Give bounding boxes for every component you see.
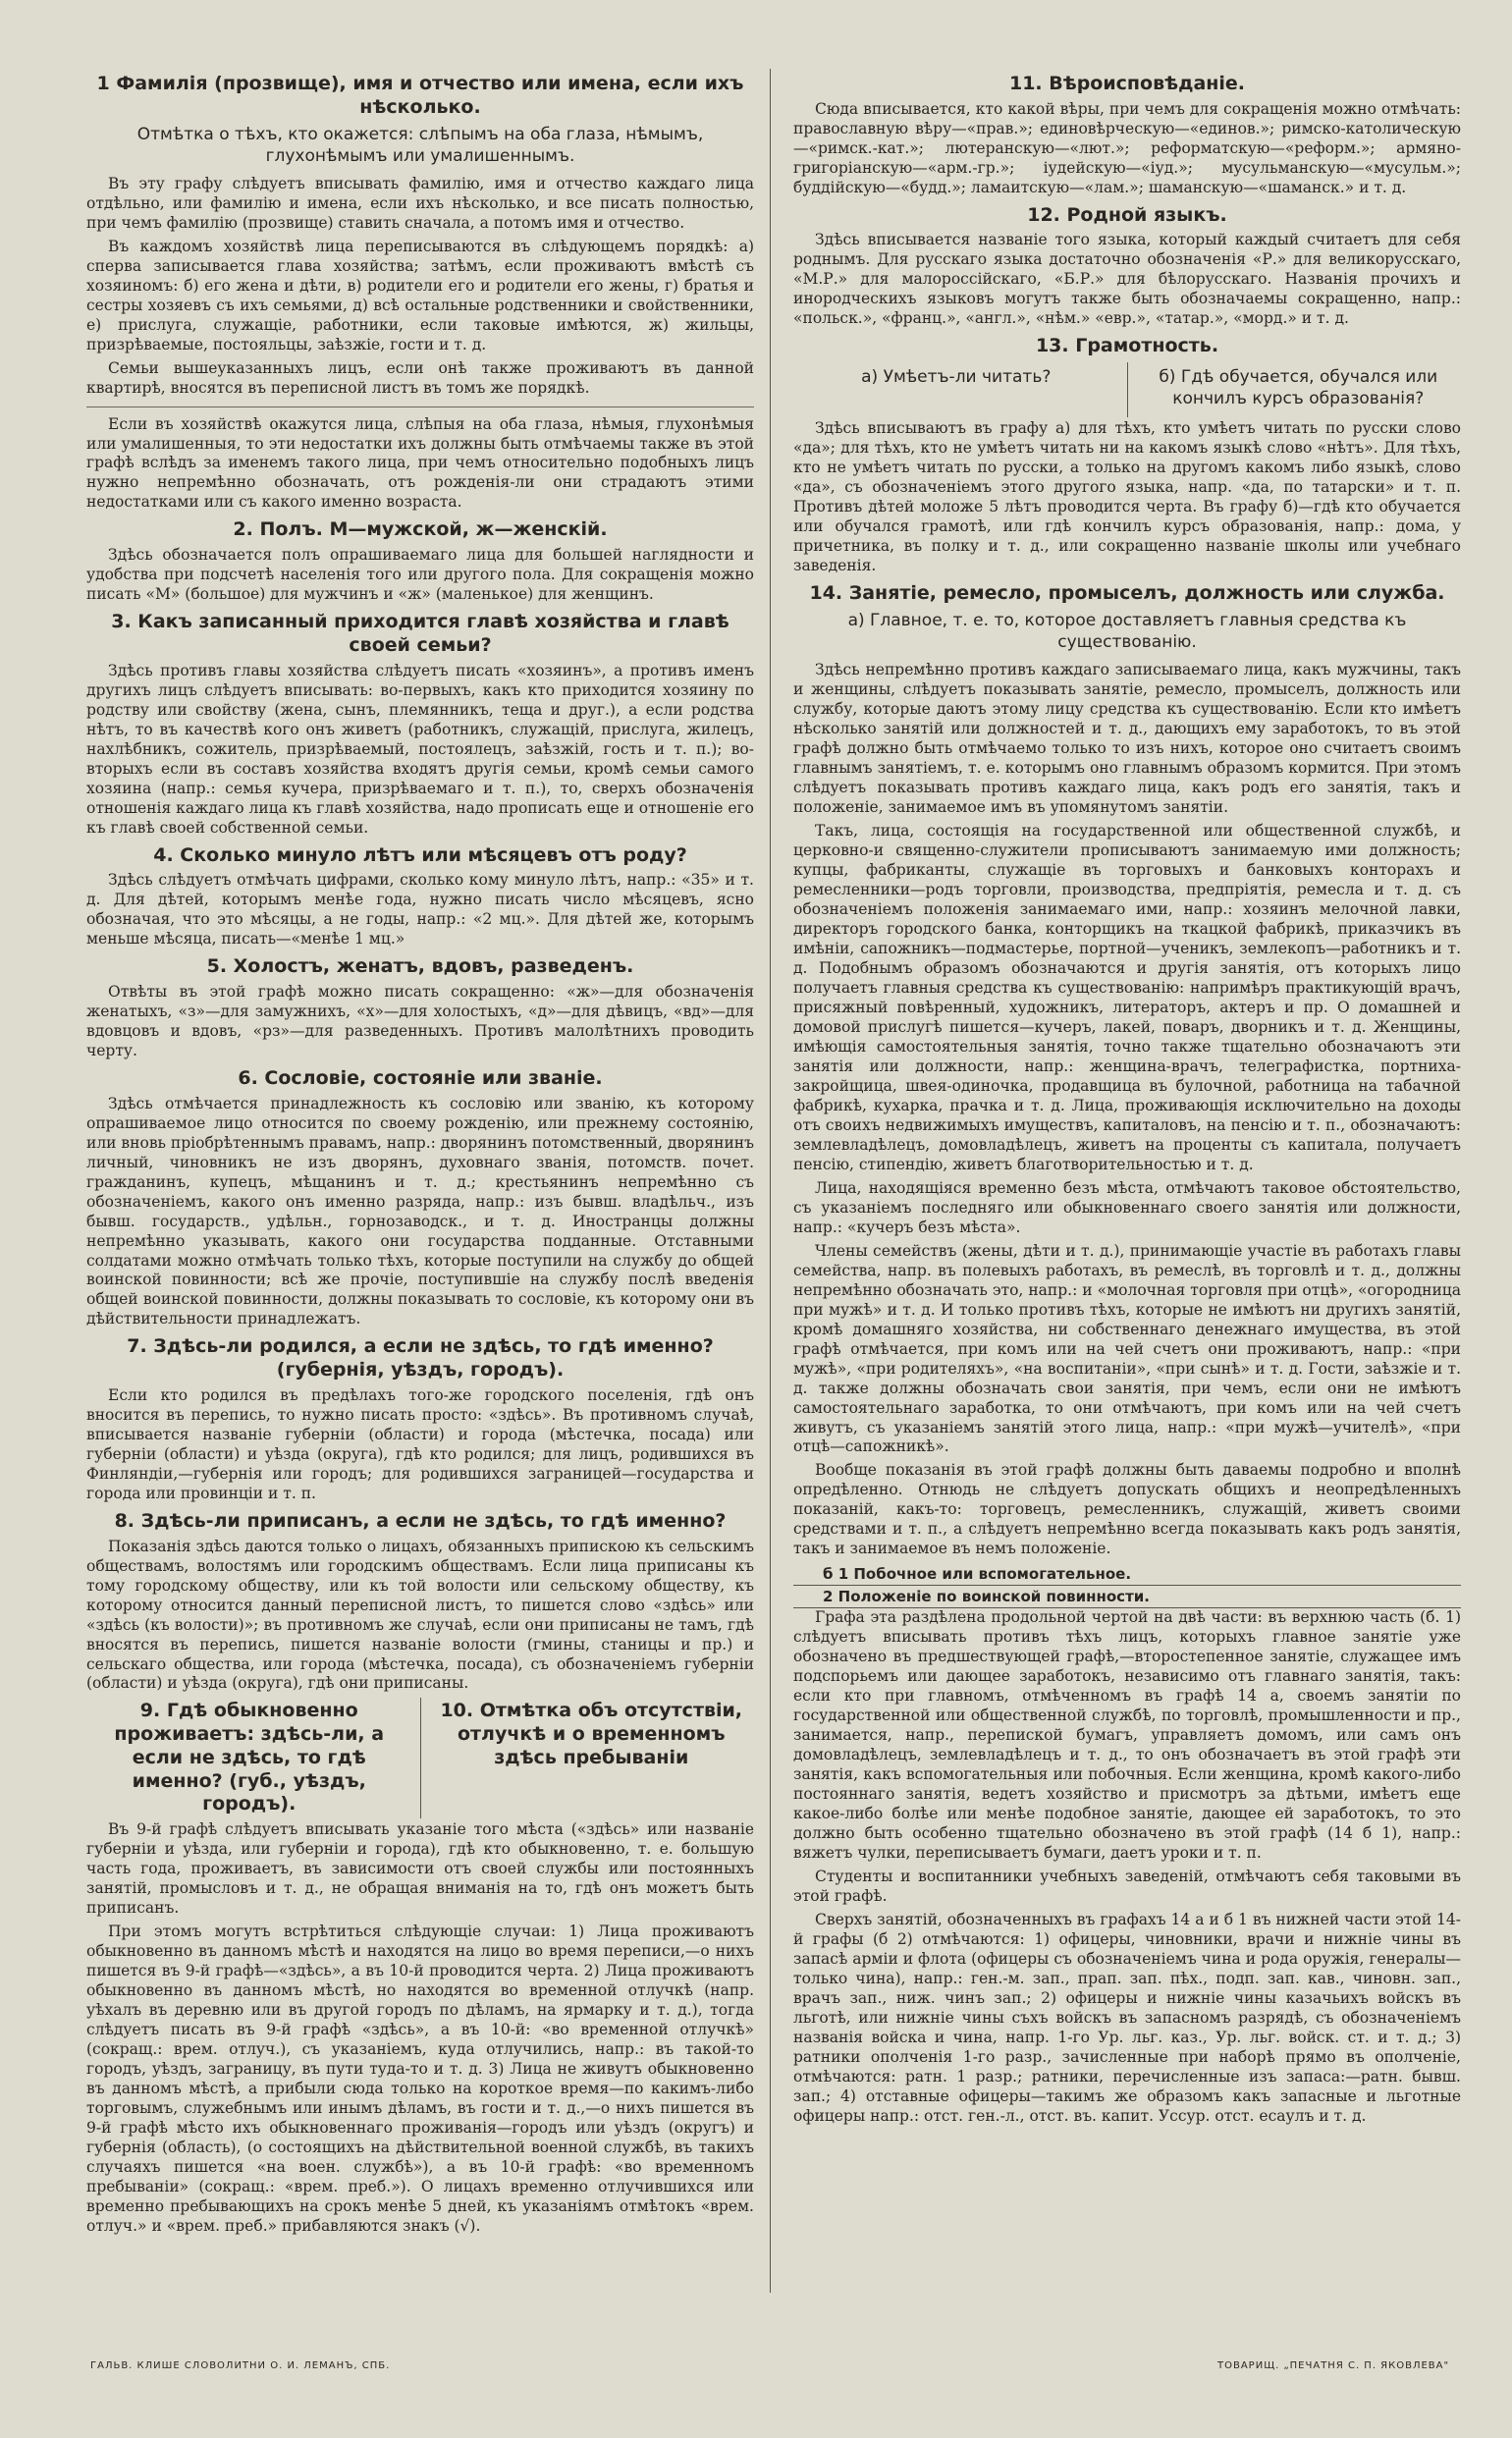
printer-imprint-right: ТОВАРИЩ. „ПЕЧАТНЯ С. П. ЯКОВЛЕВА" [1217,2360,1450,2371]
section-7-heading: 7. Здѣсь-ли родился, а если не здѣсь, то гдѣ именно? (губернія, уѣздъ, городъ). [127,1335,714,1382]
section-13-heading: 13. Грамотность. [1035,335,1219,357]
section-1-paragraph: Если въ хозяйствѣ окажутся лица, слѣпыя на оба глаза, нѣмыя, глухонѣмыя или умалишенныя, то эти недостатки ихъ должны быть отмѣчаемы также въ этой графѣ вслѣдъ за именемъ такого лица, при чемъ относительно подобныхъ лицъ нужно непремѣнно обозначать, отъ рожденія-ли они страдаютъ этими недостатками или съ какого именно возраста. [86,414,754,512]
section-14b-paragraph: Студенты и воспитанники учебныхъ заведеній, отмѣчаютъ себя таковыми въ этой графѣ. [793,1868,1461,1906]
section-9-10-header [86,1698,754,1818]
separator-rule [86,406,754,407]
section-1-paragraph: Въ эту графу слѣдуетъ вписывать фамилію, имя и отчество каждаго лица отдѣльно, или фамилію и имена, если ихъ нѣсколько, и все писать полностью, при чемъ фамилію (прозвище) ставить сначала, а потомъ имя и отчество. [86,174,754,232]
section-5-paragraph: Отвѣты въ этой графѣ можно писать сокращенно: «ж»—для обозначенія женатыхъ, «з»—для замужнихъ, «х»—для холостыхъ, «д»—для дѣвицъ, «вд»—для вдовцовъ и вдовъ, «рз»—для разведенныхъ. Противъ малолѣтнихъ проводить черту. [86,982,754,1059]
section-14b2-heading: 2 Положеніе по воинской повинности. [793,1586,1461,1608]
section-9-paragraph: Въ 9-й графѣ слѣдуетъ вписывать указаніе того мѣста («здѣсь» или названіе губерніи и уѣзда, или губерніи и города), гдѣ кто обыкновенно, т. е. большую часть года, проживаетъ, въ зависимости отъ своей службы или постоянныхъ занятій, промысловъ и т. д., не обращая вниманія на то, гдѣ онъ можетъ быть приписанъ. [86,1820,754,1918]
section-6-paragraph: Здѣсь отмѣчается принадлежность къ сословію или званію, къ которому опрашиваемое лицо относится по своему рожденію, или прежнему состоянію, или вновь пріобрѣтеннымъ правамъ, напр.: дворянинъ потомственный, дворянинъ личный, чиновникъ не изъ дворянъ, духовнаго званія, потомств. почет. гражданинъ, купецъ, мѣщанинъ и т. д.; крестьянинъ непремѣнно съ обозначеніемъ, какого онъ именно разряда, напр.: изъ бывш. владѣльч., изъ бывш. государств., удѣльн., горнозаводск., и т. д. Иностранцы должны непремѣнно указывать, какого они государства подданные. Отставными солдатами можно отмѣчать только тѣхъ, которые поступили на службу до общей воинской повинности; всѣ же прочіе, поступившіе на службу послѣ введенія общей воинской повинности, должны показывать то сословіе, къ которому они въ дѣйствительности принадлежатъ. [86,1094,754,1328]
section-9-heading: 9. Гдѣ обыкновенно проживаетъ: здѣсь-ли, а если не здѣсь, то гдѣ именно? (губ., уѣздъ, городъ). [114,1700,385,1815]
section-9-paragraph: При этомъ могутъ встрѣтиться слѣдующіе случаи: 1) Лица проживаютъ обыкновенно въ данномъ мѣстѣ и находятся на лицо во время переписи,—о нихъ пишется въ 9-й графѣ—«здѣсь», а въ 10-й проводится черта. 2) Лица проживаютъ обыкновенно въ данномъ мѣстѣ, но находятся во временной отлучкѣ (напр. уѣхалъ въ деревню или въ другой городъ по дѣламъ, на ярмарку и т. д.), тогда слѣдуетъ писать въ 9-й графѣ «здѣсь», а въ 10-й: «во временной отлучкѣ» (сокращ.: врем. отлуч.), съ указаніемъ, куда отлучились, напр.: въ такой-то городъ, уѣздъ, заграницу, въ пути туда-то и т. д. 3) Лица не живутъ обыкновенно въ данномъ мѣстѣ, а прибыли сюда только на короткое время—по какимъ-либо торговымъ, служебнымъ или инымъ дѣламъ, въ гости и т. д.,—о нихъ пишется въ 9-й графѣ мѣсто ихъ обыкновеннаго проживанія—городъ или уѣздъ (округъ) и губернія (область), (о состоящихъ на дѣйствительной военной службѣ, въ такихъ случаяхъ пишется «на воен. службѣ»), а въ 10-й графѣ: «во временномъ пребываніи» (сокращ.: «врем. преб.»). О лицахъ временно отлучившихся или временно пребывающихъ на срокъ менѣе 5 дней, къ указаніямъ отмѣтокъ «врем. отлуч.» и «врем. преб.» прибавляются знакъ (√). [86,1923,754,2235]
printer-imprint-left: ГАЛЬВ. КЛИШЕ СЛОВОЛИТНИ О. И. ЛЕМАНЪ, СПБ. [90,2360,391,2371]
right-column [793,67,1461,2131]
section-3-paragraph: Здѣсь противъ главы хозяйства слѣдуетъ писать «хозяинъ», а противъ именъ другихъ лицъ слѣдуетъ вписывать: во-первыхъ, какъ кто приходится хозяину по родству или свойству (жена, сынъ, племянникъ, теща и друг.), а если родства нѣтъ, то въ качествѣ кого онъ живетъ (работникъ, служащій, прислуга, жилецъ, нахлѣбникъ, сожитель, призрѣваемый, постоялецъ, заѣзжій, гость и т. п.); во-вторыхъ если въ составъ хозяйства входятъ другія семьи, кромѣ семьи самого хозяина (напр.: семья кучера, призрѣваемаго и т. п.), то, сверхъ обозначенія отношенія каждаго лица къ главѣ хозяйства, надо прописать еще и отношеніе его къ главѣ своей собственной семьи. [86,661,754,837]
section-14a-heading: а) Главное, т. е. то, которое доставляетъ главныя средства къ существованію. [847,610,1407,652]
section-2-paragraph: Здѣсь обозначается полъ опрашиваемаго лица для большей наглядности и удобства при подсчетѣ населенія того или другого пола. Для сокращенія можно писать «М» (большое) для мужчинъ и «ж» (маленькое) для женщинъ. [86,546,754,604]
section-2-heading: 2. Полъ. М—мужской, ж—женскій. [233,518,608,541]
section-13-paragraph: Здѣсь вписываютъ въ графу а) для тѣхъ, кто умѣетъ читать по русски слово «да»; для тѣхъ, кто не умѣетъ читать ни на какомъ языкѣ слово «нѣтъ». Для тѣхъ, кто не умѣетъ читать по русски, а только на другомъ какомъ либо языкѣ, слово «да», съ обозначеніемъ этого другого языка, напр. «да, по татарски» и т. п. Противъ дѣтей моложе 5 лѣтъ проводится черта. Въ графу б)—гдѣ кто обучается или обучался грамотѣ, или гдѣ кончилъ курсъ образованія, напр.: дома, у причетника, въ полку и т. д., или сокращенно названіе школы или учебнаго заведенія. [793,419,1461,575]
left-column [86,67,754,2241]
section-13-subheaders [793,362,1461,417]
section-6-heading: 6. Сословіе, состояніе или званіе. [238,1066,603,1089]
section-13b-heading: б) Гдѣ обучается, обучался или кончилъ курсъ образованія? [1159,367,1438,409]
section-12-heading: 12. Родной языкъ. [1027,203,1227,226]
section-14-paragraph: Такъ, лица, состоящія на государственной или общественной службѣ, и церковно-и священно-служители прописываютъ занимаемую ими должность; купцы, фабриканты, служащіе въ торговыхъ и банковыхъ конторахъ и ремесленники—родъ торговли, производства, предпріятія, ремесла и т. д. съ обозначеніемъ положенія занимаемаго ими, напр.: хозяинъ мелочной лавки, директоръ городского банка, конторщикъ на ткацкой фабрикѣ, приказчикъ въ имѣніи, сапожникъ—подмастерье, портной—ученикъ, землекопъ—работникъ и т. д. Подобнымъ образомъ обозначаются и другія занятія, отъ которыхъ лицо получаетъ главныя средства къ существованію: напримѣръ практикующій врачъ, присяжный повѣренный, художникъ, литераторъ, актеръ и пр. О домашней и домовой прислугѣ пишется—кучеръ, лакей, поваръ, дворникъ и т. д. Женщины, имѣющія самостоятельныя занятія, точно также тщательно обозначаютъ эти занятія или должности, напр.: женщина-врачъ, телеграфистка, портниха-закройщица, швея-одиночка, продавщица въ булочной, работница на табачной фабрикѣ, кухарка, прачка и т. д. Лица, проживающія исключительно на доходы отъ своихъ недвижимыхъ имуществъ, капиталовъ, на пенсію и т. п., обозначаютъ: землевладѣлецъ, домовладѣлецъ, живетъ на проценты съ капитала, получаетъ пенсію, стипендію, живетъ благотворительностью и т. д. [793,821,1461,1173]
section-4-heading: 4. Сколько минуло лѣтъ или мѣсяцевъ отъ роду? [153,843,687,866]
section-1-paragraph: Семьи вышеуказанныхъ лицъ, если онѣ также проживаютъ въ данной квартирѣ, вносятся въ переписной листъ въ томъ же порядкѣ. [86,358,754,397]
section-1-heading: 1 Фамилія (прозвище), имя и отчество или имена, если ихъ нѣсколько. [96,73,744,118]
section-14-paragraph: Здѣсь непремѣнно противъ каждаго записываемаго лица, какъ мужчины, такъ и женщины, слѣдуетъ показывать занятіе, ремесло, промыселъ, должность или службу, которые даютъ этому лицу средства къ существованію. Если кто имѣетъ нѣсколько занятій или должностей и т. д., дающихъ ему заработокъ, то въ этой графѣ должно быть отмѣчаемо только то изъ нихъ, которое оно считаетъ своимъ главнымъ занятіемъ, т. е. которымъ оно главнымъ образомъ кормится. При этомъ слѣдуетъ показывать противъ каждаго лица, какъ родъ его занятія, такъ и положеніе, занимаемое имъ въ упомянутомъ занятіи. [793,661,1461,816]
section-14-paragraph: Вообще показанія въ этой графѣ должны быть даваемы подробно и вполнѣ опредѣленно. Отнюдь не слѣдуетъ допускать общихъ и неопредѣленныхъ показаній, какъ-то: торговецъ, ремесленникъ, служащій, живетъ своими средствами и т. п., а слѣдуетъ непремѣнно всегда показывать какъ родъ занятія, такъ и занимаемое въ немъ положеніе. [793,1461,1461,1558]
section-12-paragraph: Здѣсь вписывается названіе того языка, который каждый считаетъ для себя роднымъ. Для русскаго языка достаточно обозначенія «Р.» для великорусскаго, «М.Р.» для малороссійскаго, «Б.Р.» для бѣлорусскаго. Названія прочихъ и инородческихъ языковъ могутъ также быть обозначаемы сокращенно, напр.: «польск.», «франц.», «англ.», «нѣм.» «евр.», «татар.», «морд.» и т. д. [793,231,1461,328]
section-14b1-heading: б 1 Побочное или вспомогательное. [793,1563,1461,1586]
section-14b-paragraph: Сверхъ занятій, обозначенныхъ въ графахъ 14 а и б 1 въ нижней части этой 14-й графы (б 2) отмѣчаются: 1) офицеры, чиновники, врачи и нижніе чины въ запасѣ арміи и флота (офицеры съ обозначеніемъ чина и рода оружія, генералы—только чина), напр.: ген.-м. зап., прап. зап. пѣх., подп. зап. кав., чиновн. зап., врачъ зап., ниж. чинъ зап.; 2) офицеры и нижніе чины казачьихъ войскъ въ льготѣ, или нижніе чины съхъ войскъ въ запасномъ разрядѣ, съ обозначеніемъ названія войска и чина, напр. 1-го Ур. льг. каз., Ур. льг. войск. ст. и т. д.; 3) ратники ополченія 1-го разр., зачисленные при наборѣ прямо въ ополченіе, отмѣчаются: ратн. 1 разр.; ратники, перечисленные изъ запаса:—ратн. бывш. зап.; 4) отставные офицеры—такимъ же образомъ какъ запасные и льготные офицеры напр.: отст. ген.-л., отст. въ. капит. Уссур. отст. есаулъ и т. д. [793,1911,1461,2125]
section-11-heading: 11. Вѣроисповѣданіе. [1008,73,1246,94]
section-8-paragraph: Показанія здѣсь даются только о лицахъ, обязанныхъ припискою къ сельскимъ обществамъ, волостямъ или городскимъ обществамъ. Если лица приписаны къ тому городскому обществу, или къ той волости или сельскому обществу, къ которому относится данный переписной листъ, то пишется слово «здѣсь» или «здѣсь (къ волости)»; въ противномъ же случаѣ, если они приписаны не тамъ, гдѣ вносятся въ перепись, пишется названіе волости (гмины, станицы и пр.) и сельскаго общества, или города (мѣстечка, посада), съ обозначеніемъ губерніи (области) и уѣзда (округа), гдѣ они приписаны. [86,1537,754,1693]
section-1-paragraph: Въ каждомъ хозяйствѣ лица переписываются въ слѣдующемъ порядкѣ: а) сперва записывается глава хозяйства; затѣмъ, если проживаютъ вмѣстѣ съ хозяиномъ: б) его жена и дѣти, в) родители его и родители его жены, г) братья и сестры хозяевъ съ ихъ семьями, д) всѣ остальные родственники и свойственники, е) прислуга, служащіе, работники, если таковые имѣются, ж) жильцы, призрѣваемые, постояльцы, заѣзжіе, гости и т. д. [86,237,754,353]
section-5-heading: 5. Холостъ, женатъ, вдовъ, разведенъ. [206,955,634,978]
column-divider [770,69,771,2293]
section-14-paragraph: Члены семействъ (жены, дѣти и т. д.), принимающіе участіе въ работахъ главы семейства, напр. въ полевыхъ работахъ, въ ремеслѣ, въ торговлѣ и т. д., должны непремѣнно обозначать это, напр.: и «молочная торговля при отцѣ», «огородница при мужѣ» и т. д. И только противъ тѣхъ, которые не имѣютъ ни другихъ занятій, кромѣ домашняго хозяйства, ни собственнаго денежнаго имущества, въ этой графѣ отмѣчается, при комъ или на чей счетъ они проживаютъ, напр.: «при мужѣ», «при родителяхъ», «на воспитаніи», «при сынѣ» и т. д. Гости, заѣзжіе и т. д. также должны обозначать свои занятія, при чемъ, если они не имѣютъ самостоятельнаго заработка, то они отмѣчаютъ, при комъ или на чей счетъ живутъ, съ указаніемъ занятій этого лица, напр.: «при мужѣ—учителѣ», «при отцѣ—сапожникѣ». [793,1241,1461,1456]
section-3-heading: 3. Какъ записанный приходится главѣ хозяйства и главѣ своей семьи? [111,611,729,656]
section-8-heading: 8. Здѣсь-ли приписанъ, а если не здѣсь, то гдѣ именно? [114,1509,727,1532]
section-14b-paragraph: Графа эта раздѣлена продольной чертой на двѣ части: въ верхнюю часть (б. 1) слѣдуетъ вписывать противъ тѣхъ лицъ, которыхъ главное занятіе уже обозначено въ предшествующей графѣ,—второстепенное занятіе, служащее имъ подспорьемъ или дающее заработокъ, независимо отъ главнаго занятія, такъ: если кто при главномъ, отмѣченномъ въ графѣ 14 а, своемъ занятіи по государственной или общественной службѣ, по торговлѣ, промышленности и пр., занимается, напр., перепиской бумагъ, управляетъ домомъ, или самъ онъ домовладѣлецъ, землевладѣлецъ и т. д., то онъ обозначаетъ въ этой графѣ эти занятія, какъ вспомогательныя или побочныя. Если женщина, кромѣ какого-либо постояннаго занятія, ведетъ хозяйство и присмотръ за дѣтьми, имѣетъ еще какое-либо болѣе или менѣе подобное занятіе, дающее ей заработокъ, то это должно быть особенно тщательно обозначено въ этой графѣ (14 б 1), напр.: вяжетъ чулки, переписываетъ бумаги, даетъ уроки и т. п. [793,1608,1461,1863]
section-7-paragraph: Если кто родился въ предѣлахъ того-же городского поселенія, гдѣ онъ вносится въ перепись, то нужно писать просто: «здѣсь». Въ противномъ случаѣ, вписывается названіе губерніи (области) и города (мѣстечка, посада) или губерніи (области) и уѣзда (округа), гдѣ кто родился; для лицъ, родившихся въ Финляндіи,—губернія или городъ; для родившихся заграницей—государства и города или провинціи и т. п. [86,1385,754,1502]
section-11-paragraph: Сюда вписывается, кто какой вѣры, при чемъ для сокращенія можно отмѣчать: православную вѣру—«прав.»; единовѣрческую—«единов.»; римско-католическую—«римск.-кат.»; лютеранскую—«лют.»; реформатскую—«реформ.»; армяно-григоріанскую—«арм.-гр.»; іудейскую—«іуд.»; мусульманскую—«мусульм.»; буддійскую—«будд.»; ламаитскую—«лам.»; шаманскую—«шаманск.» и т. д. [793,99,1461,196]
section-13a-heading: а) Умѣетъ-ли читать? [861,367,1052,388]
section-14-heading: 14. Занятіе, ремесло, промыселъ, должность или служба. [809,582,1445,605]
section-1-subheading: Отмѣтка о тѣхъ, кто окажется: слѣпымъ на оба глаза, нѣмымъ, глухонѣмымъ или умалишеннымъ. [136,124,704,166]
section-4-paragraph: Здѣсь слѣдуетъ отмѣчать цифрами, сколько кому минуло лѣтъ, напр.: «35» и т. д. Для дѣтей, которымъ менѣе года, нужно писать число мѣсяцевъ, ясно обозначая, что это мѣсяцы, а не годы, напр.: «2 мц.». Для дѣтей же, которымъ меньше мѣсяца, писать—«менѣе 1 мц.» [86,871,754,948]
section-10-heading: 10. Отмѣтка объ отсутствіи, отлучкѣ и о временномъ здѣсь пребываніи [440,1700,743,1768]
section-14-paragraph: Лица, находящіяся временно безъ мѣста, отмѣчаютъ таковое обстоятельство, съ указаніемъ последняго или обыкновеннаго своего занятія или должности, напр.: «кучеръ безъ мѣста». [793,1178,1461,1236]
